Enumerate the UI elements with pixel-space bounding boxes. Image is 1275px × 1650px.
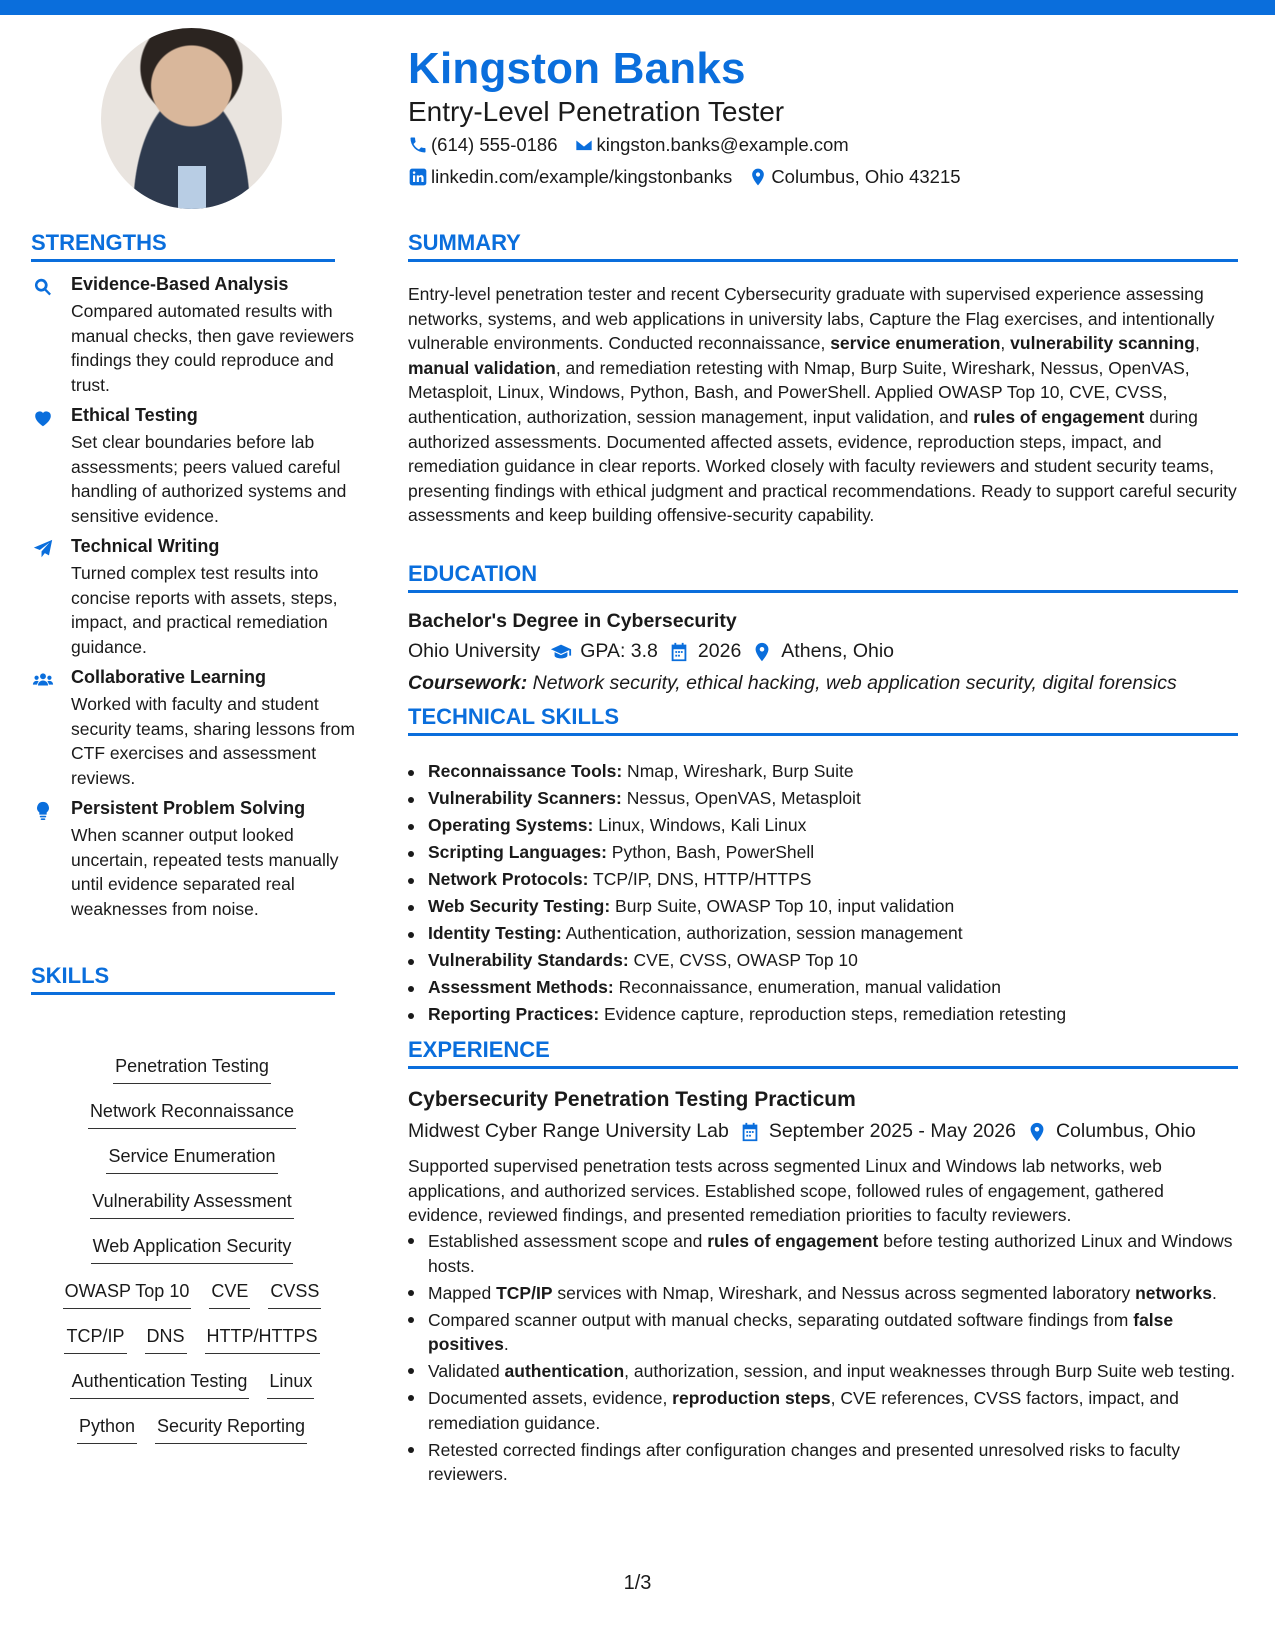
skills-heading: SKILLS xyxy=(31,963,110,988)
list-item: Vulnerability Scanners: Nessus, OpenVAS, Metasploit xyxy=(408,788,1238,815)
skills-rule xyxy=(31,992,335,995)
skill-tag: Authentication Testing xyxy=(70,1371,250,1399)
email-item[interactable] xyxy=(574,134,849,156)
calendar-icon xyxy=(739,1121,761,1143)
list-item: Web Security Testing: Burp Suite, OWASP Top 10, input validation xyxy=(408,896,1238,923)
graduation-cap-icon xyxy=(550,641,572,663)
summary-rule xyxy=(408,259,1238,262)
skill-tag: Python xyxy=(77,1416,137,1444)
experience-rule xyxy=(408,1066,1238,1069)
list-item: Assessment Methods: Reconnaissance, enumeration, manual validation xyxy=(408,977,1238,1004)
strength-text: Worked with faculty and student security teams, sharing lessons from CTF exercises and assessment reviews. xyxy=(71,694,355,788)
education-heading: EDUCATION xyxy=(408,561,538,586)
strength-text: Compared automated results with manual checks, then gave reviewers findings they could reproduce and trust. xyxy=(71,301,355,395)
experience-details xyxy=(408,1120,1196,1143)
skill-tag: Service Enumeration xyxy=(106,1146,277,1174)
phone-item xyxy=(408,134,558,156)
skill-tag: Penetration Testing xyxy=(113,1056,271,1084)
heart-icon xyxy=(32,407,54,429)
strength-text: Turned complex test results into concise reports with assets, steps, impact, and practical remediation guidance. xyxy=(71,563,338,657)
phone-text: (614) 555-0186 xyxy=(431,134,558,155)
list-item: Documented assets, evidence, reproduction steps, CVE references, CVSS factors, impact, and remediation guidance. xyxy=(408,1386,1238,1435)
school-location: Athens, Ohio xyxy=(781,640,895,662)
skill-tag: CVE xyxy=(209,1281,250,1309)
strength-title: Collaborative Learning xyxy=(71,667,267,687)
top-accent-bar xyxy=(0,0,1275,15)
list-item: Established assessment scope and rules of engagement before testing authorized Linux and Windows hosts. xyxy=(408,1229,1238,1278)
candidate-name: Kingston Banks xyxy=(408,44,746,93)
location-item xyxy=(748,166,960,188)
list-item: Mapped TCP/IP services with Nmap, Wireshark, and Nessus across segmented laboratory networks. xyxy=(408,1281,1238,1306)
coursework-text: Network security, ethical hacking, web application security, digital forensics xyxy=(527,672,1177,694)
users-icon xyxy=(32,669,54,691)
experience-description: Supported supervised penetration tests across segmented Linux and Windows lab networks, web applications, and authorized services. Established scope, followed rules of engagement, gathered evidence, reviewed findings, and presented remediation priorities to faculty reviewers. xyxy=(408,1156,1164,1225)
calendar-icon xyxy=(668,641,690,663)
skill-tag: Linux xyxy=(267,1371,314,1399)
strength-text: Set clear boundaries before lab assessments; peers valued careful handling of authorized systems and sensitive evidence. xyxy=(71,432,347,526)
experience-dates: September 2025 - May 2026 xyxy=(768,1120,1016,1142)
map-pin-icon xyxy=(1026,1121,1048,1143)
skills-list xyxy=(32,1056,352,1461)
strength-title: Evidence-Based Analysis xyxy=(71,274,289,294)
list-item: Retested corrected findings after configuration changes and presented unresolved risks to faculty reviewers. xyxy=(408,1438,1238,1487)
strength-title: Persistent Problem Solving xyxy=(71,798,306,818)
candidate-title: Entry-Level Penetration Tester xyxy=(408,96,785,127)
graduation-year: 2026 xyxy=(697,640,742,662)
strength-text: When scanner output looked uncertain, repeated tests manually until evidence separated real weaknesses from noise. xyxy=(71,825,339,919)
page-number: 1/3 xyxy=(623,1572,652,1594)
gpa-text: GPA: 3.8 xyxy=(580,640,658,662)
lightbulb-icon xyxy=(32,800,54,822)
strength-title: Ethical Testing xyxy=(71,405,198,425)
experience-role: Cybersecurity Penetration Testing Practicum xyxy=(408,1088,856,1111)
contact-row-1 xyxy=(408,134,865,156)
email-text[interactable]: kingston.banks@example.com xyxy=(596,134,849,155)
experience-bullets xyxy=(408,1229,1238,1489)
skill-tag: CVSS xyxy=(268,1281,321,1309)
skill-tag: OWASP Top 10 xyxy=(63,1281,192,1309)
envelope-icon xyxy=(574,135,594,155)
degree-title: Bachelor's Degree in Cybersecurity xyxy=(408,610,737,632)
list-item: Reconnaissance Tools: Nmap, Wireshark, Burp Suite xyxy=(408,761,1238,788)
list-item: Identity Testing: Authentication, authorization, session management xyxy=(408,923,1238,950)
education-rule xyxy=(408,590,1238,593)
technical-skills-list xyxy=(408,761,1238,1031)
skill-tag: HTTP/HTTPS xyxy=(205,1326,320,1354)
list-item: Scripting Languages: Python, Bash, PowerShell xyxy=(408,842,1238,869)
search-icon xyxy=(32,276,54,298)
list-item: Network Protocols: TCP/IP, DNS, HTTP/HTTPS xyxy=(408,869,1238,896)
strengths-rule xyxy=(31,259,335,262)
list-item: Validated authentication, authorization, session, and input weaknesses through Burp Suite web testing. xyxy=(408,1359,1238,1384)
experience-location: Columbus, Ohio xyxy=(1055,1120,1196,1142)
location-text: Columbus, Ohio 43215 xyxy=(771,166,961,187)
phone-icon xyxy=(408,135,428,155)
profile-photo xyxy=(101,28,282,209)
linkedin-icon xyxy=(408,167,428,187)
paper-plane-icon xyxy=(32,538,54,560)
skill-tag: Vulnerability Assessment xyxy=(90,1191,293,1219)
skill-tag: TCP/IP xyxy=(64,1326,126,1354)
strengths-heading: STRENGTHS xyxy=(31,230,167,255)
map-pin-icon xyxy=(748,167,768,187)
linkedin-text[interactable]: linkedin.com/example/kingstonbanks xyxy=(431,166,733,187)
skill-tag: Network Reconnaissance xyxy=(88,1101,296,1129)
strength-title: Technical Writing xyxy=(71,536,220,556)
organization-name: Midwest Cyber Range University Lab xyxy=(408,1120,729,1142)
contact-row-2 xyxy=(408,166,977,188)
skill-tag: Security Reporting xyxy=(155,1416,307,1444)
summary-heading: SUMMARY xyxy=(408,230,521,255)
skill-tag: Web Application Security xyxy=(91,1236,294,1264)
map-pin-icon xyxy=(751,641,773,663)
coursework xyxy=(408,672,1177,695)
technical-skills-rule xyxy=(408,733,1238,736)
list-item: Vulnerability Standards: CVE, CVSS, OWASP Top 10 xyxy=(408,950,1238,977)
experience-heading: EXPERIENCE xyxy=(408,1037,550,1062)
list-item: Reporting Practices: Evidence capture, reproduction steps, remediation retesting xyxy=(408,1004,1238,1031)
skill-tag: DNS xyxy=(145,1326,187,1354)
technical-skills-heading: TECHNICAL SKILLS xyxy=(408,704,620,729)
education-details xyxy=(408,640,894,663)
linkedin-item[interactable] xyxy=(408,166,732,188)
coursework-label: Coursework: xyxy=(408,672,528,694)
list-item: Operating Systems: Linux, Windows, Kali Linux xyxy=(408,815,1238,842)
summary-text: Entry-level penetration tester and recent Cybersecurity graduate with supervised experience assessing networks, systems, and web applications in university labs, Capture the Flag exercises, and intentionally vulnerable environments. Conducted reconnaissance, service enumeration, vulnerability scanning, manual validation, and remediation retesting with Nmap, Burp Suite, Wireshark, Nessus, OpenVAS, Metasploit, Linux, Windows, Python, Bash, and PowerShell. Applied OWASP Top 10, CVE, CVSS, authentication, authorization, session management, input validation, and rules of engagement during authorized assessments. Documented affected assets, evidence, reproduction steps, impact, and remediation guidance in clear reports. Worked closely with faculty reviewers and student security teams, presenting findings with ethical judgment and practical recommendations. Ready to support careful security assessments and keep building offensive-security capability. xyxy=(408,284,1237,526)
school-name: Ohio University xyxy=(408,640,541,662)
list-item: Compared scanner output with manual checks, separating outdated software findings from false positives. xyxy=(408,1308,1238,1357)
